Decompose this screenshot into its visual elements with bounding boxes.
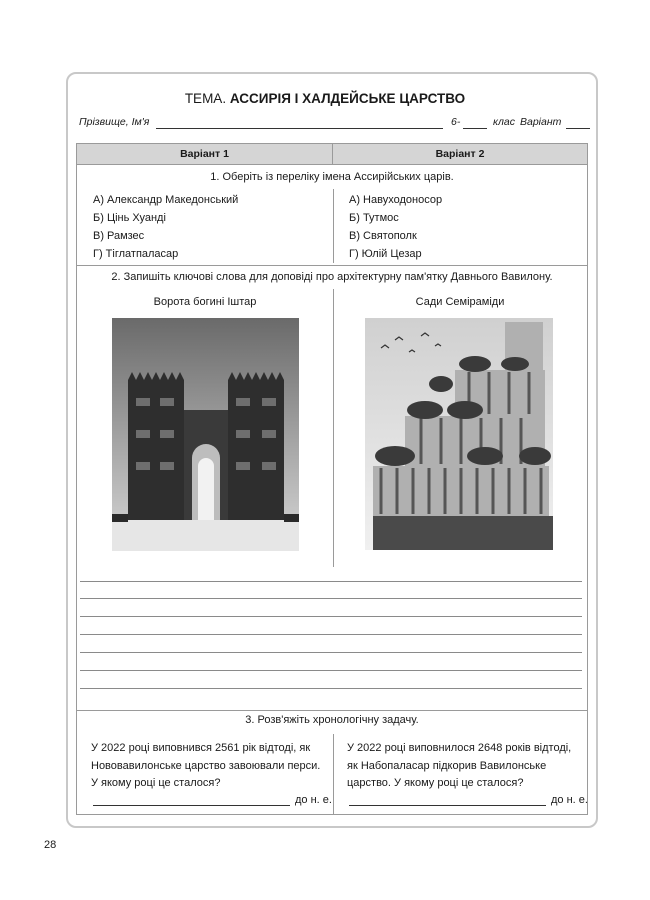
divider	[333, 189, 334, 263]
answer-line[interactable]	[80, 688, 582, 689]
answer-line[interactable]	[80, 652, 582, 653]
class-label: клас	[493, 116, 515, 128]
question-3: 3. Розв'яжіть хронологічну задачу.	[245, 714, 419, 726]
variant-label: Варіант	[520, 116, 562, 128]
class-field[interactable]	[463, 116, 487, 129]
q1-v1-option-d: Г) Тіглатпаласар	[93, 248, 179, 260]
q1-v1-option-c: В) Рамзес	[93, 230, 145, 242]
q3-variant-2-text: У 2022 році виповнилося 2648 років відтоді, як Набопаласар підкорив Вавилонське царство. У якому році це сталося?	[347, 742, 572, 789]
q3-variant-1-answer[interactable]: до н. е.	[93, 794, 332, 806]
answer-line[interactable]	[80, 634, 582, 635]
divider	[77, 710, 587, 711]
q1-v2-option-c: В) Святополк	[349, 230, 417, 242]
q1-v1-option-b: Б) Цінь Хуанді	[93, 212, 166, 224]
question-1: 1. Оберіть із переліку імена Ассирійських царів.	[210, 171, 454, 183]
answer-line[interactable]	[80, 670, 582, 671]
worksheet-table	[76, 143, 588, 815]
grade-prefix: 6-	[451, 116, 461, 128]
q1-v1-option-a: А) Александр Македонський	[93, 194, 239, 206]
answer-line[interactable]	[80, 616, 582, 617]
divider	[77, 265, 587, 266]
name-label: Прізвище, Ім'я	[79, 116, 150, 128]
q3-variant-2-answer[interactable]: до н. е.	[349, 794, 588, 806]
divider	[333, 289, 334, 567]
header-variant-2: Варіант 2	[333, 144, 587, 165]
q3-variant-1-text: У 2022 році виповнився 2561 рік відтоді, як Нововавилонське царство завоювали перси. У якому році це сталося?	[91, 742, 321, 789]
q1-v2-option-b: Б) Тутмос	[349, 212, 399, 224]
caption-ishtar-gate: Ворота богині Іштар	[153, 296, 257, 308]
caption-hanging-gardens: Сади Семіраміди	[415, 296, 505, 308]
divider	[333, 734, 334, 815]
q1-v2-option-a: А) Навуходоносор	[349, 194, 443, 206]
answer-line[interactable]	[80, 581, 582, 582]
ishtar-gate-image	[112, 318, 299, 551]
question-2: 2. Запишіть ключові слова для доповіді про архітектурну пам'ятку Давнього Вавилону.	[111, 271, 553, 283]
name-row	[79, 116, 590, 134]
header-variant-1: Варіант 1	[77, 144, 333, 165]
hanging-gardens-image	[365, 318, 553, 550]
variant-field[interactable]	[566, 116, 590, 129]
page-title: ТЕМА. АССИРІЯ І ХАЛДЕЙСЬКЕ ЦАРСТВО	[184, 91, 466, 106]
page-number: 28	[44, 839, 57, 851]
answer-line[interactable]	[80, 598, 582, 599]
q1-v2-option-d: Г) Юлій Цезар	[349, 248, 422, 260]
name-field[interactable]	[156, 116, 443, 129]
